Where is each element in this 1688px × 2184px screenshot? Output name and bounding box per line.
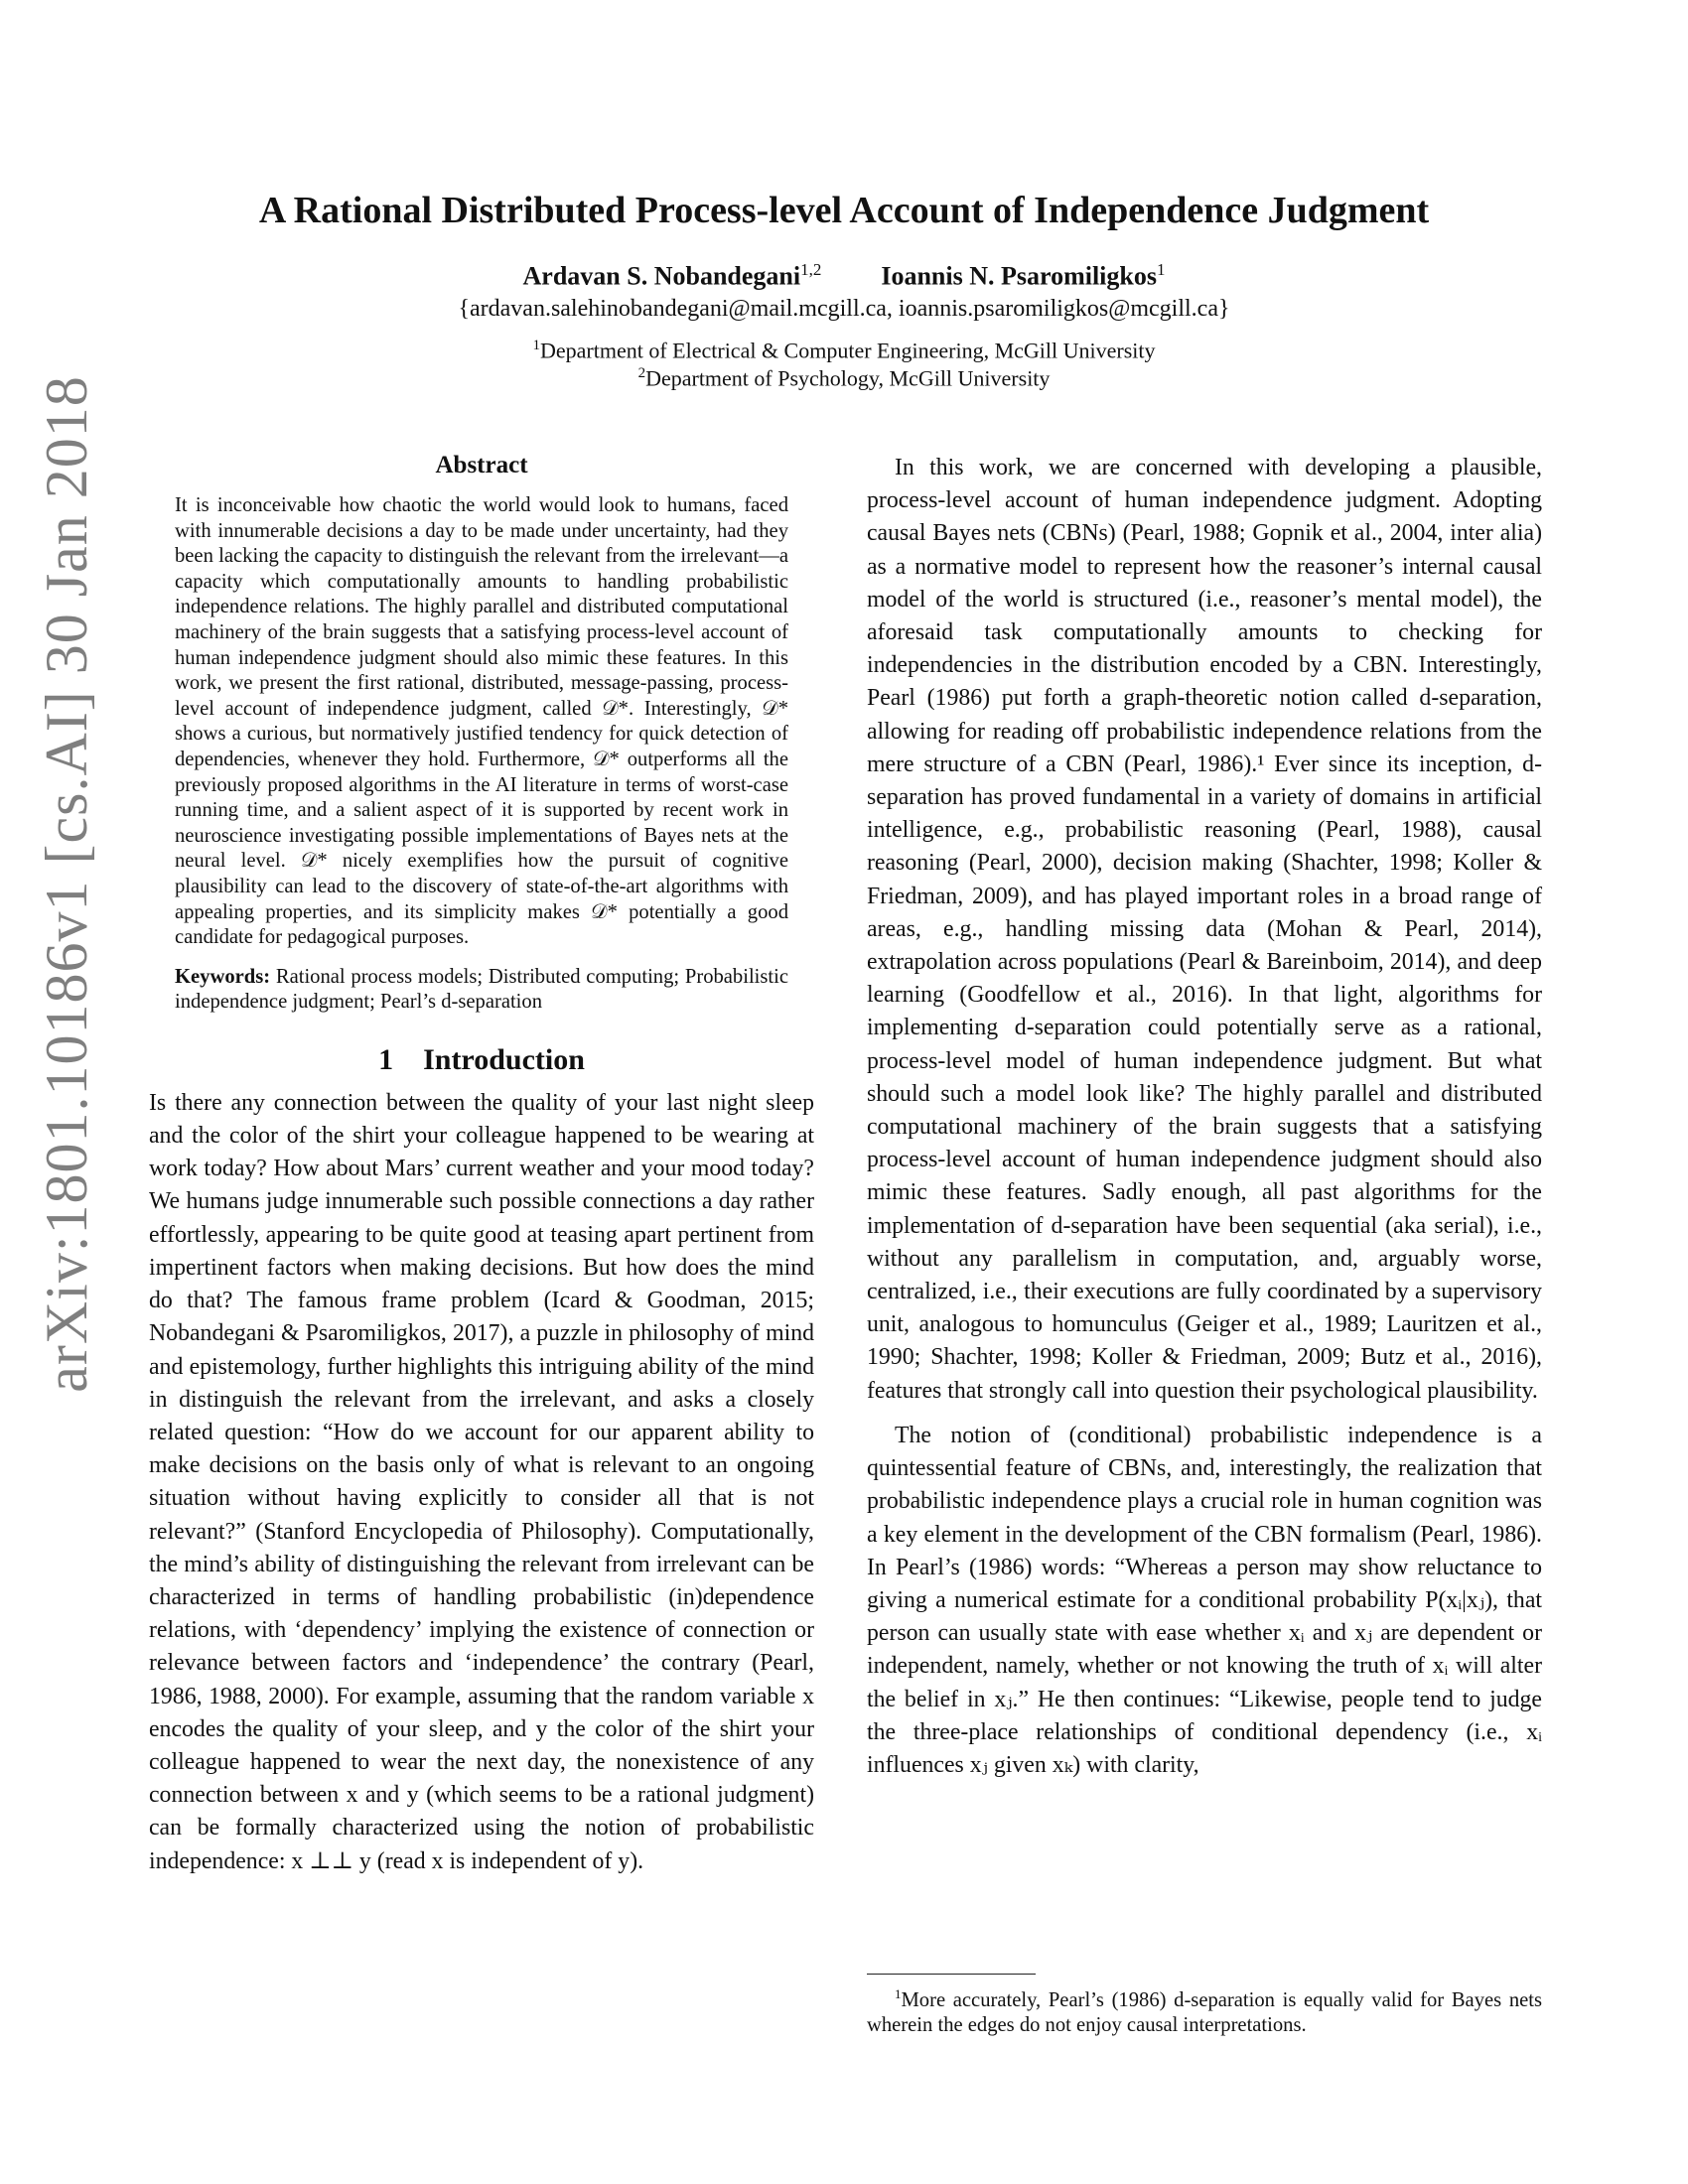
author-1-name: Ardavan S. Nobandegani <box>522 261 801 291</box>
right-column <box>867 452 1542 1782</box>
footnote-marker: 1 <box>895 1986 902 2001</box>
intro-paragraph-left: Is there any connection between the quality of your last night sleep and the color of the shirt your colleague happened to be wearing at work today? How about Mars’ current weather and your mood today? We humans judge innumerable such possible connections a day rather effortlessly, appearing to be quite good at teasing apart pertinent from impertinent factors when making decisions. But how does the mind do that? The famous frame problem (Icard & Goodman, 2015; Nobandegani & Psaromiligkos, 2017), a puzzle in philosophy of mind and epistemology, further highlights this intriguing ability of the mind in distinguish the relevant from the irrelevant, and asks a closely related question: “How do we account for our apparent ability to make decisions on the basis only of what is relevant to an ongoing situation without having explicitly to consider all that is not relevant?” (Stanford Encyclopedia of Philosophy). Computationally, the mind’s ability of distinguishing the relevant from irrelevant can be characterized in terms of handling probabilistic (in)dependence relations, with ‘dependency’ implying the existence of connection or relevance between factors and ‘independence’ the contrary (Pearl, 1986, 1988, 2000). For example, assuming that the random variable x encodes the quality of your sleep, and y the color of the shirt your colleague happened to wear the next day, the nonexistence of any connection between x and y (which seems to be a rational judgment) can be formally characterized using the notion of probabilistic independence: x ⊥⊥ y (read x is independent of y). <box>149 1089 814 1874</box>
affiliation-2-marker: 2 <box>637 365 646 381</box>
footnote-rule <box>867 1974 1036 1975</box>
affiliation-2 <box>149 365 1539 391</box>
author-2-affiliation-marker: 1 <box>1156 260 1166 279</box>
paper-title: A Rational Distributed Process-level Account of Independence Judgment <box>258 190 1430 231</box>
intro-paragraph-right-2: The notion of (conditional) probabilistic independence is a quintessential feature of CBNs, and, interestingly, the realization that probabilistic independence plays a crucial role in human cognition was a key element in the development of the CBN formalism (Pearl, 1986). In Pearl’s (1986) words: “Whereas a person may show reluctance to giving a numerical estimate for a conditional probability P(xᵢ|xⱼ), that person can usually state with ease whether xᵢ and xⱼ are dependent or independent, namely, whether or not knowing the truth of xᵢ will alter the belief in xⱼ.” He then continues: “Likewise, people tend to judge the three-place relationships of conditional dependency (i.e., xᵢ influences xⱼ given xₖ) with clarity, <box>867 1422 1542 1778</box>
affiliation-2-text: Department of Psychology, McGill University <box>645 365 1051 391</box>
abstract-body: It is inconceivable how chaotic the world would look to humans, faced with innumerable decisions a day to be made under uncertainty, had they been lacking the capacity to distinguish the relevant from the irrelevant—a capacity which computationally amounts to handling probabilistic independence relations. The highly parallel and distributed computational machinery of the brain suggests that a satisfying process-level account of human independence judgment should also mimic these features. In this work, we present the first rational, distributed, message-passing, process-level account of independence judgment, called 𝒟*. Interestingly, 𝒟* shows a curious, but normatively justified tendency for quick detection of dependencies, whenever they hold. Furthermore, 𝒟* outperforms all the previously proposed algorithms in the AI literature in terms of worst-case running time, and a salient aspect of it is supported by recent work in neuroscience investigating possible implementations of Bayes nets at the neural level. 𝒟* nicely exemplifies how the pursuit of cognitive plausibility can lead to the discovery of state-of-the-art algorithms with appealing properties, and its simplicity makes 𝒟* potentially a good candidate for pedagogical purposes. <box>175 494 788 949</box>
arxiv-stamp <box>22 208 111 1559</box>
affiliation-1-marker: 1 <box>532 338 540 353</box>
abstract-heading: Abstract <box>435 452 528 478</box>
footnote-1 <box>867 1981 1542 2039</box>
keywords <box>175 965 788 1016</box>
section-number: 1 <box>378 1042 394 1076</box>
section-title: Introduction <box>423 1042 585 1076</box>
affiliation-1-text: Department of Electrical & Computer Engineering, McGill University <box>540 338 1156 363</box>
footnote-text: More accurately, Pearl’s (1986) d-separation is equally valid for Bayes nets wherein the edges do not enjoy causal interpretations. <box>867 1988 1542 2037</box>
author-1-affiliation-marker: 1,2 <box>800 260 822 279</box>
arxiv-stamp-text: arXiv:1801.10186v1 [cs.AI] 30 Jan 2018 <box>33 374 99 1393</box>
section-heading-introduction <box>149 1043 814 1077</box>
keywords-label: Keywords: <box>175 965 271 988</box>
keywords-text: Rational process models; Distributed computing; Probabilistic independence judgment; Pearl’s d-separation <box>175 965 788 1014</box>
affiliation-1 <box>149 338 1539 363</box>
author-emails: {ardavan.salehinobandegani@mail.mcgill.ca, ioannis.psaromiligkos@mcgill.ca} <box>458 296 1230 322</box>
author-line <box>149 260 1539 292</box>
left-column <box>149 452 814 1878</box>
author-2-name: Ioannis N. Psaromiligkos <box>881 261 1157 291</box>
intro-paragraph-right-1: In this work, we are concerned with developing a plausible, process-level account of human independence judgment. Adopting causal Bayes nets (CBNs) (Pearl, 1988; Gopnik et al., 2004, inter alia) as a normative model to represent how the reasoner’s internal causal model of the world is structured (i.e., reasoner’s mental model), the aforesaid task computationally amounts to checking for independencies in the distribution encoded by a CBN. Interestingly, Pearl (1986) put forth a graph-theoretic notion called d-separation, allowing for reading off probabilistic independence relations from the mere structure of a CBN (Pearl, 1986).¹ Ever since its inception, d-separation has proved fundamental in a variety of domains in artificial intelligence, e.g., probabilistic reasoning (Pearl, 1988), causal reasoning (Pearl, 2000), decision making (Shachter, 1998; Koller & Friedman, 2009), and has played important roles in a broad range of areas, e.g., handling missing data (Mohan & Pearl, 2014), extrapolation across populations (Pearl & Bareinboim, 2014), and deep learning (Goodfellow et al., 2016). In that light, algorithms for implementing d-separation could potentially serve as a rational, process-level model of human independence judgment. But what should such a model look like? The highly parallel and distributed computational machinery of the brain suggests that a satisfying process-level account of human independence judgment should also mimic these features. Sadly enough, all past algorithms for the implementation of d-separation have been sequential (aka serial), i.e., without any parallelism in computation, and, arguably worse, centralized, i.e., their executions are fully coordinated by a supervisory unit, analogous to homunculus (Geiger et al., 1989; Lauritzen et al., 1990; Shachter, 1998; Koller & Friedman, 2009; Butz et al., 2016), features that strongly call into question their psychological plausibility. <box>867 455 1542 1404</box>
